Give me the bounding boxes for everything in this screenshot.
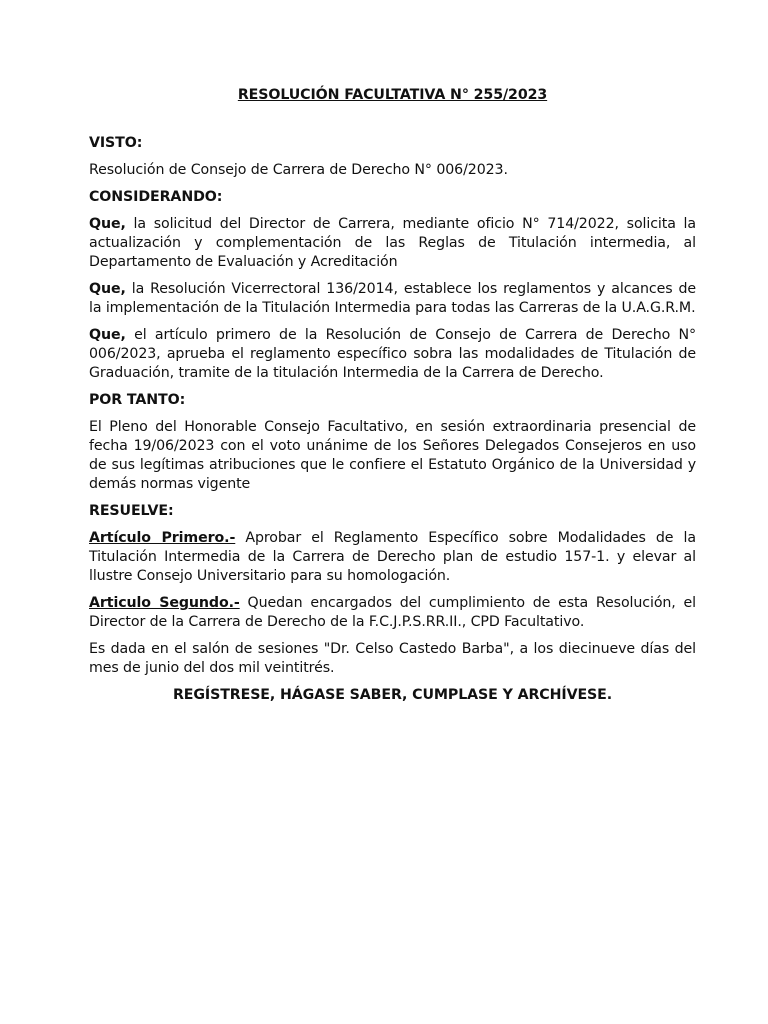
que-lead: Que, bbox=[89, 216, 126, 232]
article-segundo-text: Quedan encargados del cumplimiento de esta Resolución, el Director de la Carrera de Derecho de la F.C.J.P.S.RR.II., CPD Facultativo. bbox=[89, 595, 697, 630]
considerando-text-2: la Resolución Vicerrectoral 136/2014, establece los reglamentos y alcances de la implementación de la Titulación Intermedia para todas las Carreras de la U.A.G.R.M. bbox=[89, 281, 696, 316]
que-lead: Que, bbox=[89, 281, 126, 297]
por-tanto-heading: POR TANTO: bbox=[89, 392, 186, 408]
considerando-paragraph-1 bbox=[89, 215, 696, 272]
article-primero-label: Artículo Primero.- bbox=[89, 530, 236, 546]
article-segundo bbox=[89, 594, 696, 632]
article-primero bbox=[89, 529, 696, 586]
dada-paragraph: Es dada en el salón de sesiones "Dr. Celso Castedo Barba", a los diecinueve días del mes de junio del dos mil veintitrés. bbox=[89, 641, 696, 676]
resolution-title: RESOLUCIÓN FACULTATIVA N° 255/2023 bbox=[237, 87, 548, 103]
considerando-text-3: el artículo primero de la Resolución de Consejo de Carrera de Derecho N° 006/2023, aprueba el reglamento específico sobra las modalidades de Titulación de Graduación, tramite de la titulación Intermedia de la Carrera de Derecho. bbox=[89, 327, 696, 381]
por-tanto-text: El Pleno del Honorable Consejo Facultativo, en sesión extraordinaria presencial de fecha 19/06/2023 con el voto unánime de los Señores Delegados Consejeros en uso de sus legítimas atribuciones que le confiere el Estatuto Orgánico de la Universidad y demás normas vigente bbox=[89, 419, 696, 492]
considerando-paragraph-3 bbox=[89, 326, 696, 383]
visto-text: Resolución de Consejo de Carrera de Derecho N° 006/2023. bbox=[89, 162, 508, 178]
article-primero-text: Aprobar el Reglamento Específico sobre Modalidades de la Titulación Intermedia de la Carrera de Derecho plan de estudio 157-1. y elevar al llustre Consejo Universitario para su homologación. bbox=[89, 530, 696, 584]
considerando-paragraph-2 bbox=[89, 280, 696, 318]
closing-statement: REGÍSTRESE, HÁGASE SABER, CUMPLASE Y ARCHÍVESE. bbox=[172, 687, 613, 703]
considerando-heading: CONSIDERANDO: bbox=[89, 189, 223, 205]
que-lead: Que, bbox=[89, 327, 126, 343]
visto-heading: VISTO: bbox=[89, 135, 143, 151]
resuelve-heading: RESUELVE: bbox=[89, 503, 174, 519]
considerando-text-1: la solicitud del Director de Carrera, mediante oficio N° 714/2022, solicita la actualización y complementación de las Reglas de Titulación intermedia, al Departamento de Evaluación y Acreditación bbox=[89, 216, 696, 270]
article-segundo-label: Articulo Segundo.- bbox=[89, 595, 240, 611]
